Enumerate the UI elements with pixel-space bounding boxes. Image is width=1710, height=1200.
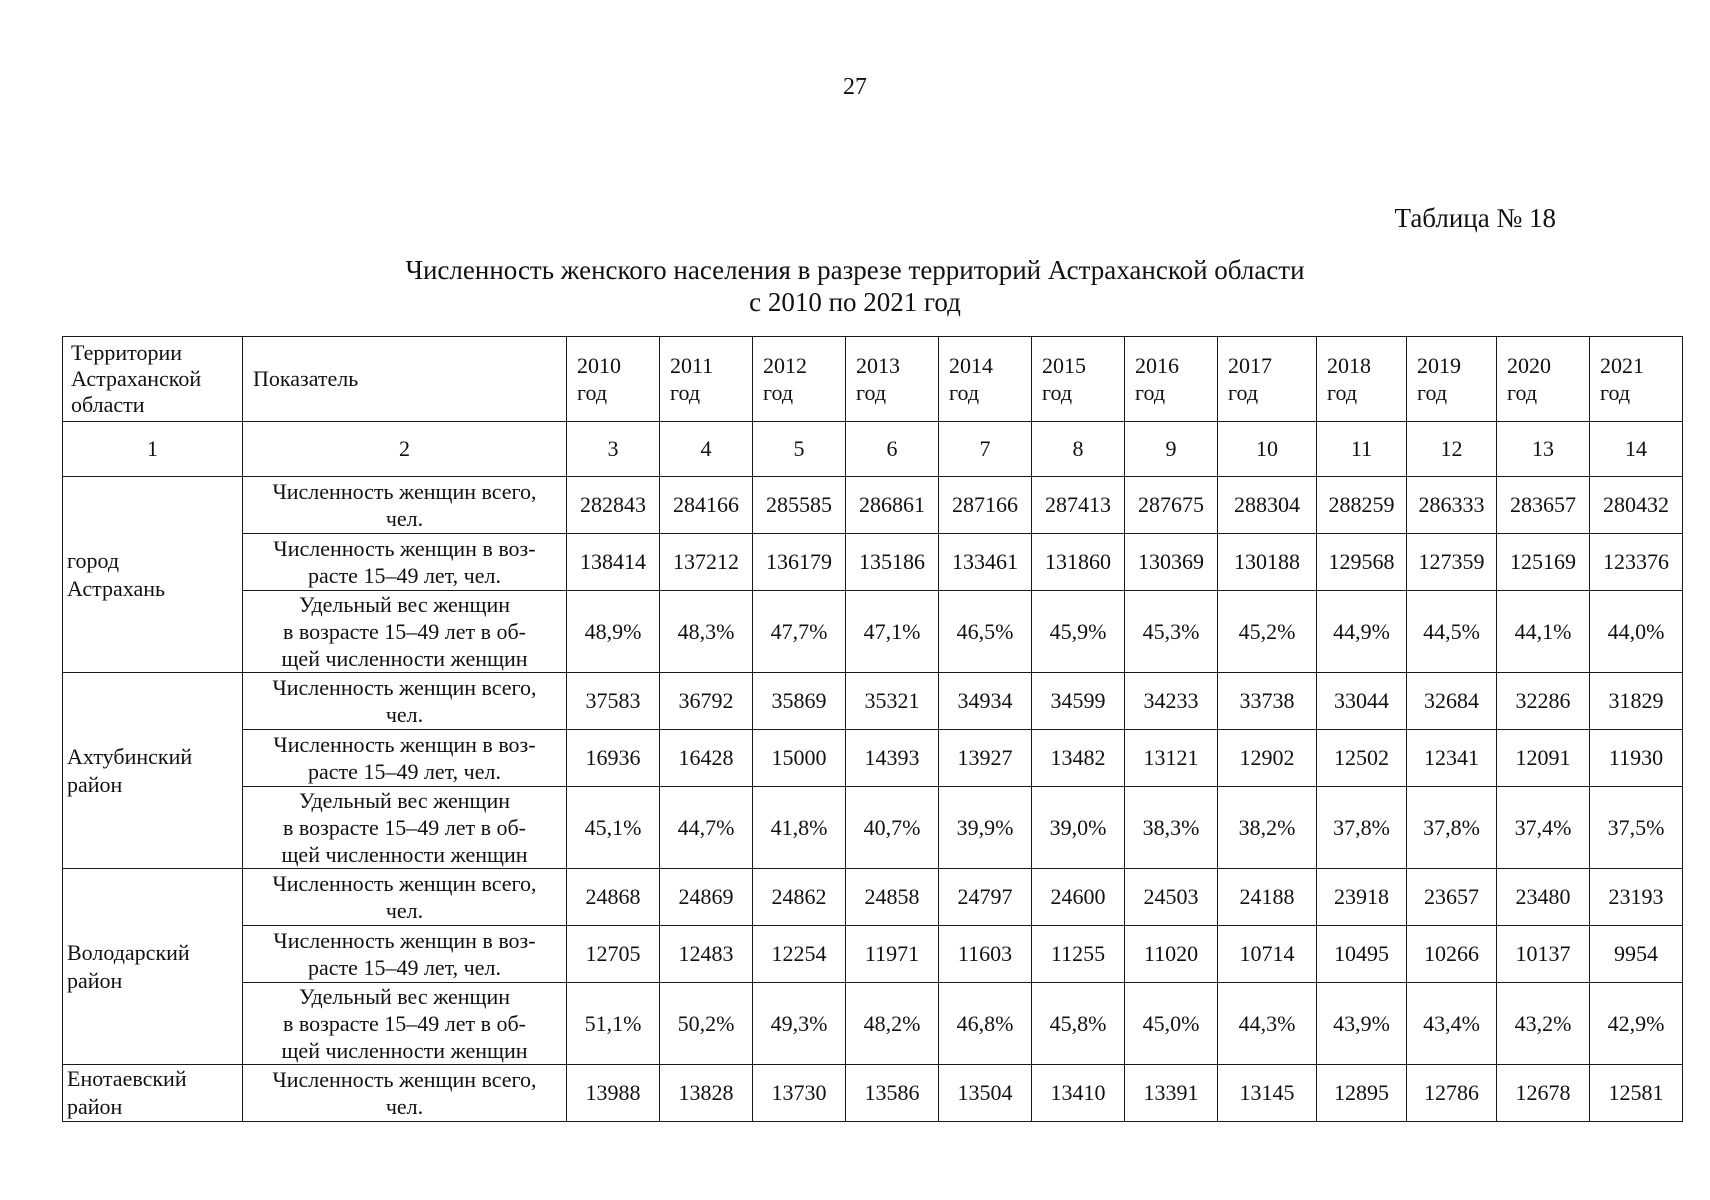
value-cell: 47,7%: [753, 591, 846, 673]
value-cell: 38,3%: [1125, 787, 1218, 869]
value-cell: 12502: [1317, 730, 1407, 787]
column-number: 4: [660, 422, 753, 477]
table-row: [63, 673, 1683, 730]
territory-header: Территории Астраханской области: [63, 337, 243, 422]
value-cell: 131860: [1032, 534, 1125, 591]
territory-cell: город Астрахань: [63, 477, 243, 673]
value-cell: 49,3%: [753, 983, 846, 1065]
value-cell: 137212: [660, 534, 753, 591]
value-cell: 285585: [753, 477, 846, 534]
value-cell: 37583: [567, 673, 660, 730]
value-cell: 12902: [1218, 730, 1317, 787]
value-cell: 12678: [1497, 1065, 1590, 1122]
value-cell: 23657: [1407, 869, 1497, 926]
year-header: 2011 год: [660, 337, 753, 422]
table-row: [63, 534, 1683, 591]
value-cell: 33044: [1317, 673, 1407, 730]
value-cell: 287675: [1125, 477, 1218, 534]
value-cell: 16428: [660, 730, 753, 787]
territory-cell: Володарский район: [63, 869, 243, 1065]
population-table: [62, 336, 1683, 1122]
value-cell: 286861: [846, 477, 939, 534]
value-cell: 42,9%: [1590, 983, 1683, 1065]
territory-cell: Ахтубинский район: [63, 673, 243, 869]
value-cell: 24188: [1218, 869, 1317, 926]
indicator-total: Численность женщин всего, чел.: [243, 673, 567, 730]
value-cell: 31829: [1590, 673, 1683, 730]
value-cell: 24858: [846, 869, 939, 926]
column-number: 11: [1317, 422, 1407, 477]
value-cell: 37,8%: [1407, 787, 1497, 869]
value-cell: 37,5%: [1590, 787, 1683, 869]
value-cell: 32286: [1497, 673, 1590, 730]
value-cell: 11971: [846, 926, 939, 983]
page-number: 27: [843, 74, 867, 100]
column-number: 9: [1125, 422, 1218, 477]
value-cell: 45,8%: [1032, 983, 1125, 1065]
value-cell: 37,4%: [1497, 787, 1590, 869]
value-cell: 35321: [846, 673, 939, 730]
value-cell: 11603: [939, 926, 1032, 983]
value-cell: 48,9%: [567, 591, 660, 673]
value-cell: 24600: [1032, 869, 1125, 926]
territory-cell: Енотаевский район: [63, 1065, 243, 1122]
column-number: 14: [1590, 422, 1683, 477]
column-number: 7: [939, 422, 1032, 477]
value-cell: 13145: [1218, 1065, 1317, 1122]
value-cell: 43,9%: [1317, 983, 1407, 1065]
value-cell: 12254: [753, 926, 846, 983]
value-cell: 11930: [1590, 730, 1683, 787]
column-number-row: [63, 422, 1683, 477]
column-number: 8: [1032, 422, 1125, 477]
value-cell: 39,9%: [939, 787, 1032, 869]
value-cell: 12786: [1407, 1065, 1497, 1122]
value-cell: 23918: [1317, 869, 1407, 926]
value-cell: 15000: [753, 730, 846, 787]
value-cell: 48,3%: [660, 591, 753, 673]
value-cell: 125169: [1497, 534, 1590, 591]
value-cell: 46,5%: [939, 591, 1032, 673]
value-cell: 45,1%: [567, 787, 660, 869]
table-row: [63, 730, 1683, 787]
value-cell: 288304: [1218, 477, 1317, 534]
value-cell: 50,2%: [660, 983, 753, 1065]
value-cell: 33738: [1218, 673, 1317, 730]
table-row: [63, 591, 1683, 673]
value-cell: 51,1%: [567, 983, 660, 1065]
value-cell: 280432: [1590, 477, 1683, 534]
value-cell: 38,2%: [1218, 787, 1317, 869]
value-cell: 130188: [1218, 534, 1317, 591]
value-cell: 24868: [567, 869, 660, 926]
year-header: 2020 год: [1497, 337, 1590, 422]
value-cell: 10137: [1497, 926, 1590, 983]
value-cell: 10714: [1218, 926, 1317, 983]
value-cell: 47,1%: [846, 591, 939, 673]
column-number: 13: [1497, 422, 1590, 477]
value-cell: 41,8%: [753, 787, 846, 869]
indicator-age-15-49: Численность женщин в воз- расте 15–49 лет, чел.: [243, 926, 567, 983]
value-cell: 39,0%: [1032, 787, 1125, 869]
title-line-1: Численность женского населения в разрезе территорий Астраханской области: [405, 255, 1305, 285]
value-cell: 135186: [846, 534, 939, 591]
value-cell: 14393: [846, 730, 939, 787]
year-header: 2015 год: [1032, 337, 1125, 422]
value-cell: 23193: [1590, 869, 1683, 926]
value-cell: 284166: [660, 477, 753, 534]
year-header: 2013 год: [846, 337, 939, 422]
value-cell: 123376: [1590, 534, 1683, 591]
value-cell: 24869: [660, 869, 753, 926]
value-cell: 129568: [1317, 534, 1407, 591]
value-cell: 13121: [1125, 730, 1218, 787]
value-cell: 40,7%: [846, 787, 939, 869]
indicator-header: Показатель: [243, 337, 567, 422]
title-line-2: с 2010 по 2021 год: [749, 287, 961, 317]
value-cell: 136179: [753, 534, 846, 591]
value-cell: 24797: [939, 869, 1032, 926]
value-cell: 12341: [1407, 730, 1497, 787]
column-number: 6: [846, 422, 939, 477]
indicator-share: Удельный вес женщин в возрасте 15–49 лет в об- щей численности женщин: [243, 983, 567, 1065]
indicator-share: Удельный вес женщин в возрасте 15–49 лет в об- щей численности женщин: [243, 591, 567, 673]
value-cell: 34934: [939, 673, 1032, 730]
value-cell: 11020: [1125, 926, 1218, 983]
value-cell: 46,8%: [939, 983, 1032, 1065]
value-cell: 24503: [1125, 869, 1218, 926]
indicator-total: Численность женщин всего, чел.: [243, 1065, 567, 1122]
value-cell: 48,2%: [846, 983, 939, 1065]
year-header: 2010 год: [567, 337, 660, 422]
value-cell: 13482: [1032, 730, 1125, 787]
column-number: 5: [753, 422, 846, 477]
value-cell: 36792: [660, 673, 753, 730]
value-cell: 13410: [1032, 1065, 1125, 1122]
value-cell: 130369: [1125, 534, 1218, 591]
table-row: [63, 983, 1683, 1065]
value-cell: 24862: [753, 869, 846, 926]
value-cell: 10266: [1407, 926, 1497, 983]
table-title: [0, 254, 1710, 318]
value-cell: 282843: [567, 477, 660, 534]
value-cell: 37,8%: [1317, 787, 1407, 869]
value-cell: 283657: [1497, 477, 1590, 534]
value-cell: 44,5%: [1407, 591, 1497, 673]
table-row: [63, 787, 1683, 869]
value-cell: 45,0%: [1125, 983, 1218, 1065]
value-cell: 23480: [1497, 869, 1590, 926]
value-cell: 12705: [567, 926, 660, 983]
value-cell: 12483: [660, 926, 753, 983]
column-number: 12: [1407, 422, 1497, 477]
value-cell: 13391: [1125, 1065, 1218, 1122]
value-cell: 287166: [939, 477, 1032, 534]
value-cell: 12895: [1317, 1065, 1407, 1122]
year-header: 2014 год: [939, 337, 1032, 422]
value-cell: 11255: [1032, 926, 1125, 983]
value-cell: 138414: [567, 534, 660, 591]
year-header: 2021 год: [1590, 337, 1683, 422]
year-header: 2019 год: [1407, 337, 1497, 422]
value-cell: 13927: [939, 730, 1032, 787]
value-cell: 13828: [660, 1065, 753, 1122]
value-cell: 44,0%: [1590, 591, 1683, 673]
value-cell: 34599: [1032, 673, 1125, 730]
value-cell: 45,3%: [1125, 591, 1218, 673]
indicator-total: Численность женщин всего, чел.: [243, 477, 567, 534]
value-cell: 287413: [1032, 477, 1125, 534]
value-cell: 12091: [1497, 730, 1590, 787]
table-row: [63, 869, 1683, 926]
value-cell: 45,2%: [1218, 591, 1317, 673]
indicator-age-15-49: Численность женщин в воз- расте 15–49 лет, чел.: [243, 730, 567, 787]
value-cell: 34233: [1125, 673, 1218, 730]
value-cell: 35869: [753, 673, 846, 730]
value-cell: 9954: [1590, 926, 1683, 983]
value-cell: 133461: [939, 534, 1032, 591]
value-cell: 44,3%: [1218, 983, 1317, 1065]
value-cell: 44,7%: [660, 787, 753, 869]
table-label: Таблица № 18: [1394, 203, 1556, 233]
value-cell: 43,4%: [1407, 983, 1497, 1065]
year-header: 2018 год: [1317, 337, 1407, 422]
column-number: 10: [1218, 422, 1317, 477]
indicator-share: Удельный вес женщин в возрасте 15–49 лет в об- щей численности женщин: [243, 787, 567, 869]
value-cell: 44,1%: [1497, 591, 1590, 673]
year-header: 2017 год: [1218, 337, 1317, 422]
value-cell: 10495: [1317, 926, 1407, 983]
column-number: 1: [63, 422, 243, 477]
value-cell: 16936: [567, 730, 660, 787]
value-cell: 32684: [1407, 673, 1497, 730]
value-cell: 13586: [846, 1065, 939, 1122]
value-cell: 286333: [1407, 477, 1497, 534]
value-cell: 43,2%: [1497, 983, 1590, 1065]
column-number: 3: [567, 422, 660, 477]
value-cell: 288259: [1317, 477, 1407, 534]
value-cell: 127359: [1407, 534, 1497, 591]
table-row: [63, 926, 1683, 983]
value-cell: 44,9%: [1317, 591, 1407, 673]
table-row: [63, 1065, 1683, 1122]
column-number: 2: [243, 422, 567, 477]
year-header: 2016 год: [1125, 337, 1218, 422]
value-cell: 12581: [1590, 1065, 1683, 1122]
value-cell: 13504: [939, 1065, 1032, 1122]
value-cell: 13988: [567, 1065, 660, 1122]
indicator-age-15-49: Численность женщин в воз- расте 15–49 лет, чел.: [243, 534, 567, 591]
table-row: [63, 477, 1683, 534]
indicator-total: Численность женщин всего, чел.: [243, 869, 567, 926]
value-cell: 45,9%: [1032, 591, 1125, 673]
header-row: [63, 337, 1683, 422]
year-header: 2012 год: [753, 337, 846, 422]
value-cell: 13730: [753, 1065, 846, 1122]
